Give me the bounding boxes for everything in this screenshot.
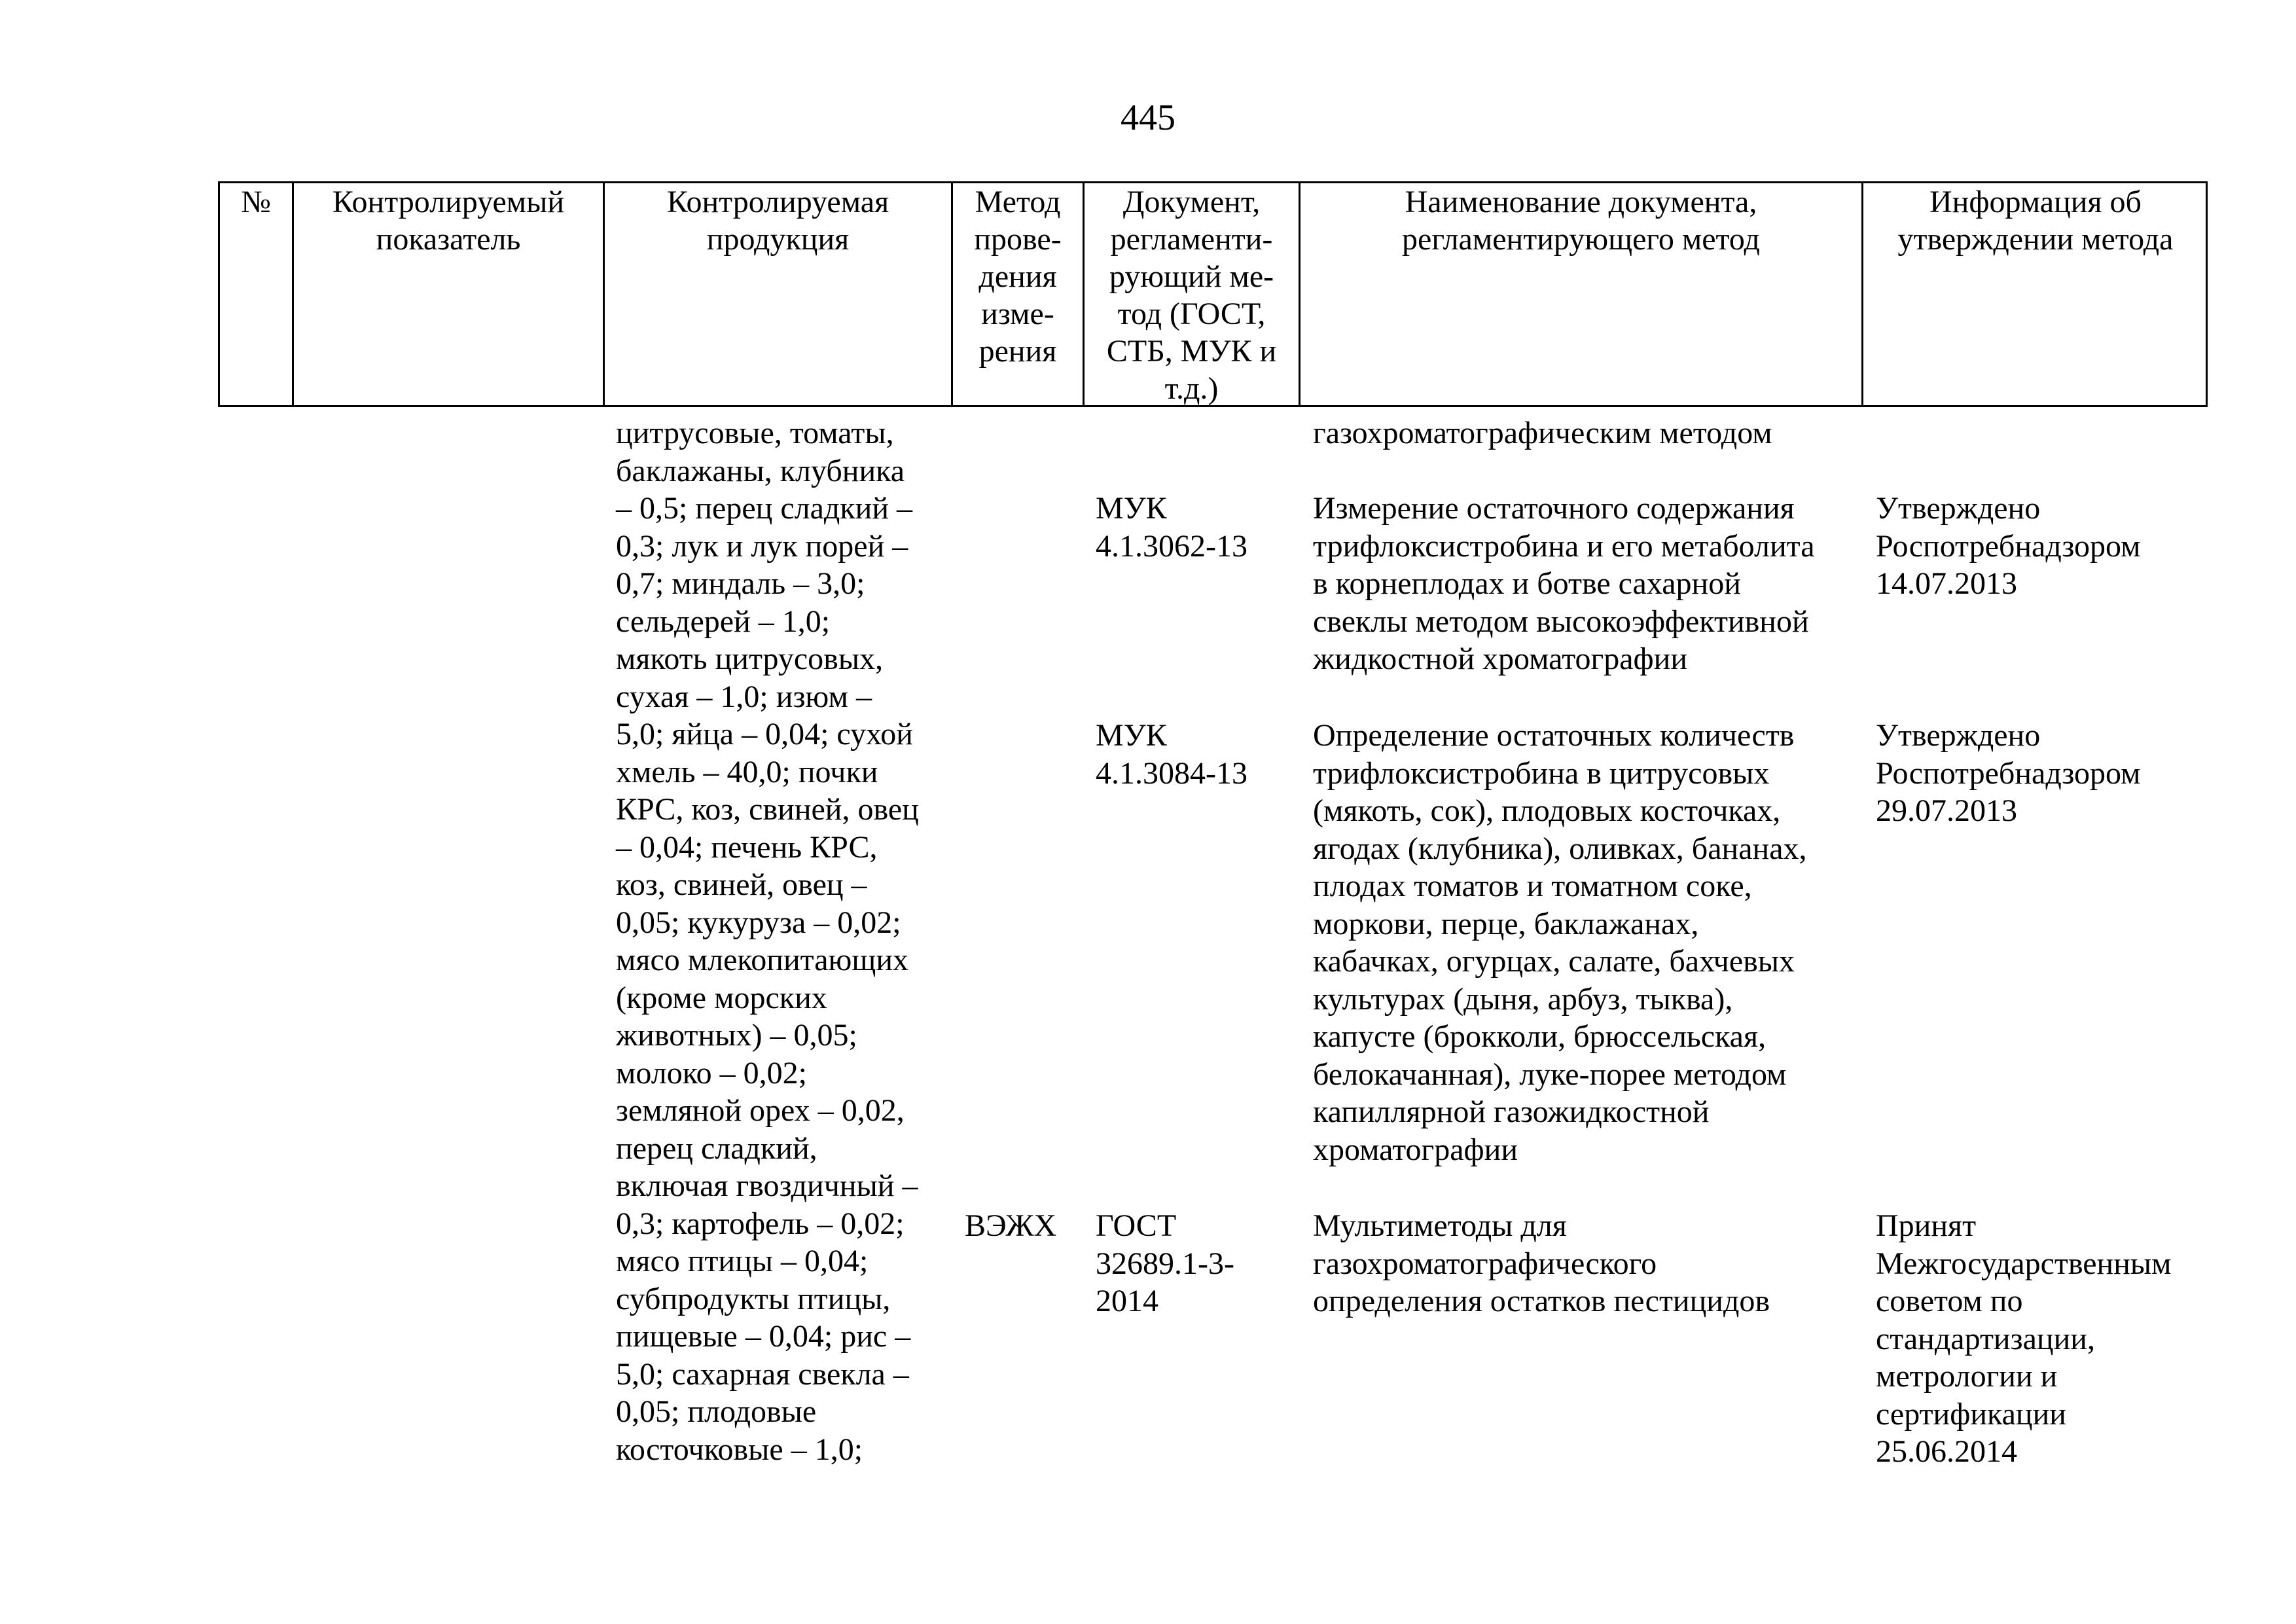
header-number: № <box>241 185 271 219</box>
row-3-document: ГОСТ 32689.1-3- 2014 <box>1096 1208 1234 1318</box>
header-document: Документ, регламенти- рующий ме- тод (ГОСТ, СТБ, МУК и т.д.) <box>1106 185 1277 406</box>
row-2-document: МУК 4.1.3084-13 <box>1096 718 1247 791</box>
row-2-info: Утверждено Роспотребнадзором 29.07.2013 <box>1876 718 2141 828</box>
continuation-name: газохроматографическим методом <box>1313 416 1772 450</box>
row-3-info: Принят Межгосударственным советом по стандартизации, метрологии и сертификации 25.06.2014 <box>1876 1208 2172 1469</box>
header-approval-info: Информация об утверждении метода <box>1897 185 2174 257</box>
row-2-name: Определение остаточных количеств трифлоксистробина в цитрусовых (мякоть, сок), плодовых косточках, ягодах (клубника), оливках, бананах, плодах томатов и томатном соке, моркови, перце, баклажанах, кабачках, огурцах, салате, бахчевых культурах (дыня, арбуз, тыква), капусте (брокколи, брюссельская, белокачанная), луке-порее методом капиллярной газожидкостной хроматографии <box>1313 718 1807 1167</box>
products-text: цитрусовые, томаты, баклажаны, клубника – 0,5; перец сладкий – 0,3; лук и лук порей – 0,7; миндаль – 3,0; сельдерей – 1,0; мякоть цитрусовых, сухая – 1,0; изюм – 5,0; яйца – 0,04; сухой хмель – 40,0; почки КРС, коз, свиней, овец – 0,04; печень КРС, коз, свиней, овец – 0,05; кукуруза – 0,02; мясо млекопитающих (кроме морских животных) – 0,05; молоко – 0,02; земляной орех – 0,02, перец сладкий, включая гвоздичный – 0,3; картофель – 0,02; мясо птицы – 0,04; субпродукты птицы, пищевые – 0,04; рис – 5,0; сахарная свекла – 0,05; плодовые косточковые – 1,0; <box>616 416 919 1467</box>
table-header <box>218 181 2208 407</box>
header-indicator: Контролируемый показатель <box>332 185 565 257</box>
header-method: Метод прове- дения изме- рения <box>974 185 1062 369</box>
header-product: Контролируемая продукция <box>666 185 889 257</box>
header-document-name: Наименование документа, регламентирующего метод <box>1402 185 1760 257</box>
row-3-name: Мультиметоды для газохроматографического определения остатков пестицидов <box>1313 1208 1770 1318</box>
page-number: 445 <box>1121 98 1175 138</box>
row-1-info: Утверждено Роспотребнадзором 14.07.2013 <box>1876 491 2141 601</box>
row-3-method: ВЭЖХ <box>965 1208 1057 1243</box>
row-1-name: Измерение остаточного содержания трифлоксистробина и его метаболита в корнеплодах и ботве сахарной свеклы методом высокоэффективной жидкостной хроматографии <box>1313 491 1815 676</box>
row-1-document: МУК 4.1.3062-13 <box>1096 491 1247 564</box>
